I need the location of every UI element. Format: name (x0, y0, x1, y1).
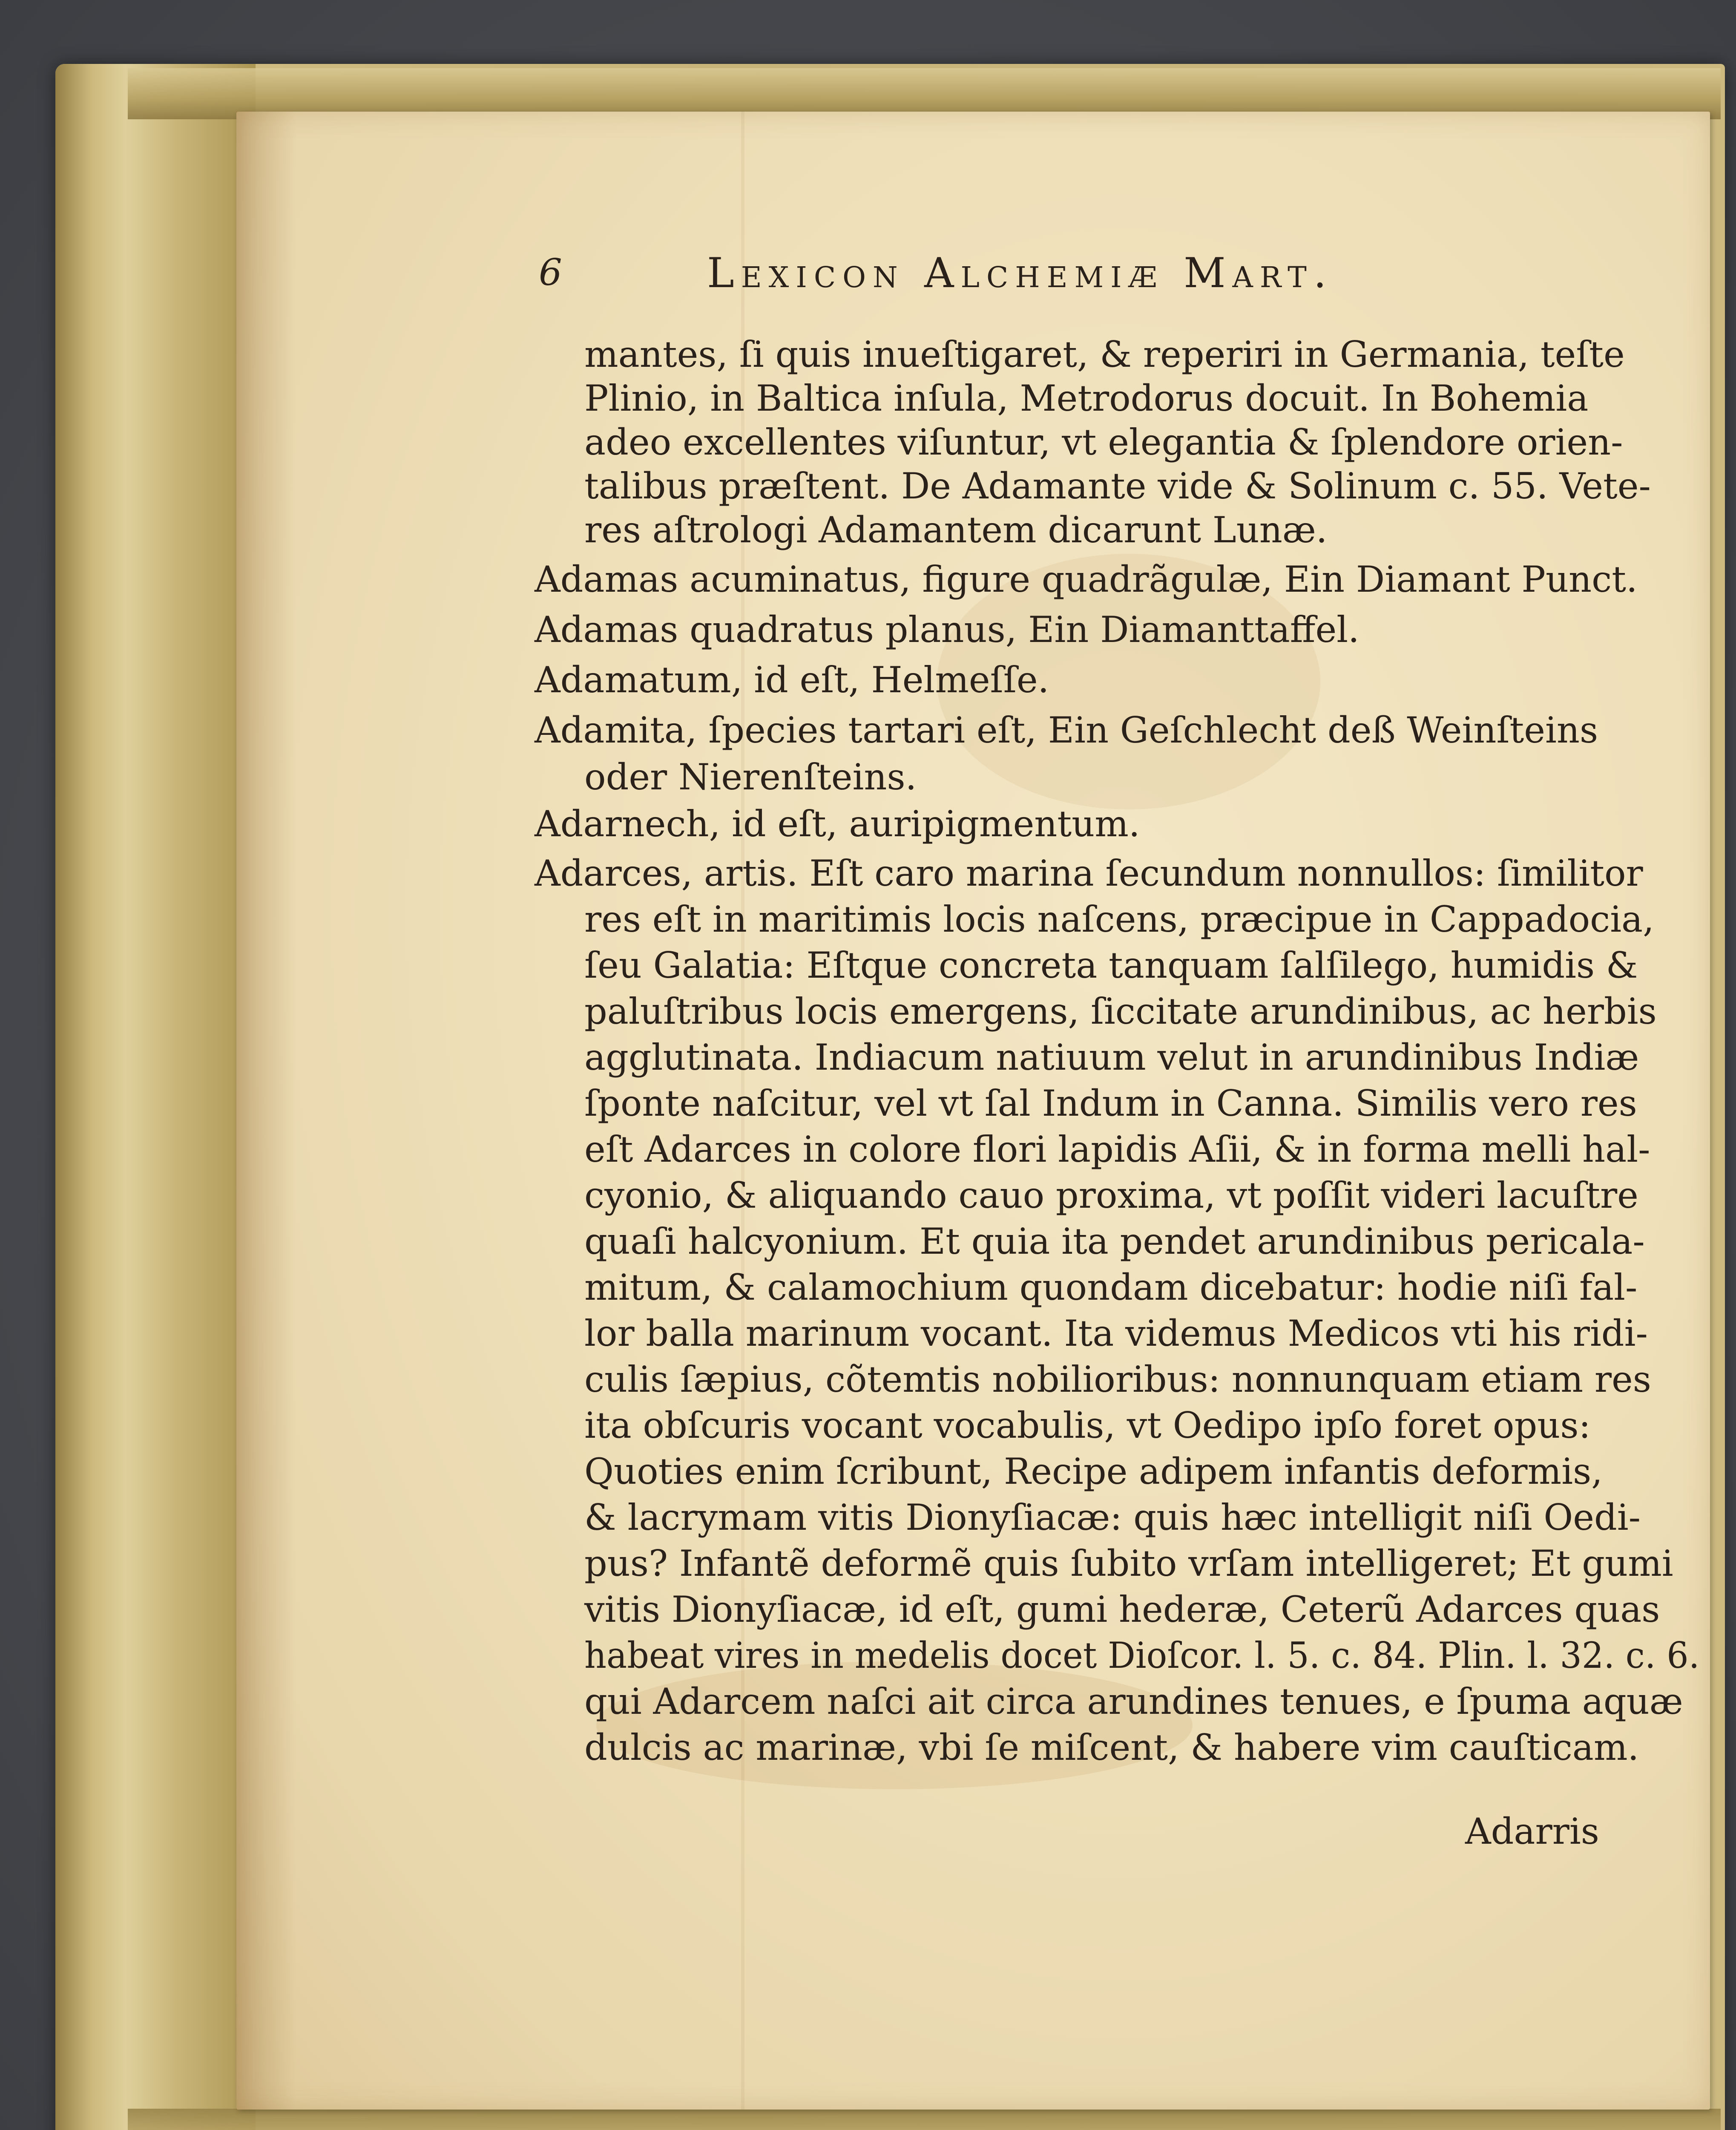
text-line: dulcis ac marinæ, vbi ſe miſcent, & habere vim cauſticam. (584, 1727, 1639, 1768)
text-line: eſt Adarces in colore flori lapidis Aſii, & in forma melli hal- (584, 1128, 1650, 1170)
text-line: Plinio, in Baltica inſula, Metrodorus docuit. In Bohemia (584, 377, 1589, 419)
text-line: paluſtribus locis emergens, ſiccitate arundinibus, ac herbis (584, 990, 1657, 1032)
binding-bottom-edge (128, 2109, 1721, 2130)
page-number: 6 (539, 251, 562, 294)
text-line: adeo excellentes viſuntur, vt elegantia & ſplendore orien- (584, 421, 1623, 463)
gutter-shadow (236, 112, 296, 2110)
text-line: cyonio, & aliquando cauo proxima, vt poſſit videri lacuſtre (584, 1174, 1638, 1216)
text-line: culis ſæpius, cõtemtis nobilioribus: nonnunquam etiam res (584, 1359, 1651, 1400)
entry-line: Adarces, artis. Eſt caro marina ſecundum nonnullos: ſimilitor (535, 852, 1643, 894)
entry-line: Adamatum, id eſt, Helmeſſe. (535, 659, 1049, 701)
binding-spine (55, 64, 256, 2130)
text-line: res aſtrologi Adamantem dicarunt Lunæ. (584, 509, 1328, 551)
entry-line: Adamita, ſpecies tartari eſt, Ein Geſchlecht deß Weinſteins (535, 709, 1598, 751)
text-line: ita obſcuris vocant vocabulis, vt Oedipo ipſo foret opus: (584, 1405, 1591, 1446)
text-line: pus? Infantẽ deformẽ quis ſubito vrſam intelligeret; Et gumi (584, 1543, 1673, 1584)
text-line: & lacrymam vitis Dionyſiacæ: quis hæc intelligit niſi Oedi- (584, 1497, 1641, 1538)
entry-line: Adamas quadratus planus, Ein Diamanttaffel. (535, 609, 1359, 651)
text-line: qui Adarcem naſci ait circa arundines tenues, e ſpuma aquæ (584, 1681, 1683, 1722)
text-line: talibus præſtent. De Adamante vide & Solinum c. 55. Vete- (584, 465, 1651, 507)
running-title: Lexicon Alchemiæ Mart. (707, 249, 1334, 297)
text-line: Quoties enim ſcribunt, Recipe adipem infantis deformis, (584, 1451, 1603, 1492)
catchword: Adarris (1465, 1810, 1599, 1852)
text-line: mantes, ſi quis inueſtigaret, & reperiri in Germania, teſte (584, 334, 1625, 375)
text-line: lor balla marinum vocant. Ita videmus Medicos vti his ridi- (584, 1313, 1648, 1354)
entry-line: Adarnech, id eſt, auripigmentum. (535, 803, 1140, 845)
text-line: ſponte naſcitur, vel vt ſal Indum in Canna. Similis vero res (584, 1082, 1637, 1124)
entry-line: Adamas acuminatus, figure quadrãgulæ, Ein Diamant Punct. (535, 558, 1638, 600)
text-line: res eſt in maritimis locis naſcens, præcipue in Cappadocia, (584, 898, 1654, 940)
text-line: vitis Dionyſiacæ, id eſt, gumi hederæ, Ceterũ Adarces quas (584, 1589, 1660, 1630)
text-line: oder Nierenſteins. (584, 756, 917, 798)
text-line: habeat vires in medelis docet Dioſcor. l. 5. c. 84. Plin. l. 32. c. 6. (584, 1635, 1700, 1676)
text-line: agglutinata. Indiacum natiuum velut in arundinibus Indiæ (584, 1036, 1639, 1078)
text-line: ſeu Galatia: Eſtque concreta tanquam ſalſilego, humidis & (584, 944, 1638, 986)
text-line: quaſi halcyonium. Et quia ita pendet arundinibus pericala- (584, 1220, 1645, 1262)
text-line: mitum, & calamochium quondam dicebatur: hodie niſi fal- (584, 1266, 1638, 1308)
